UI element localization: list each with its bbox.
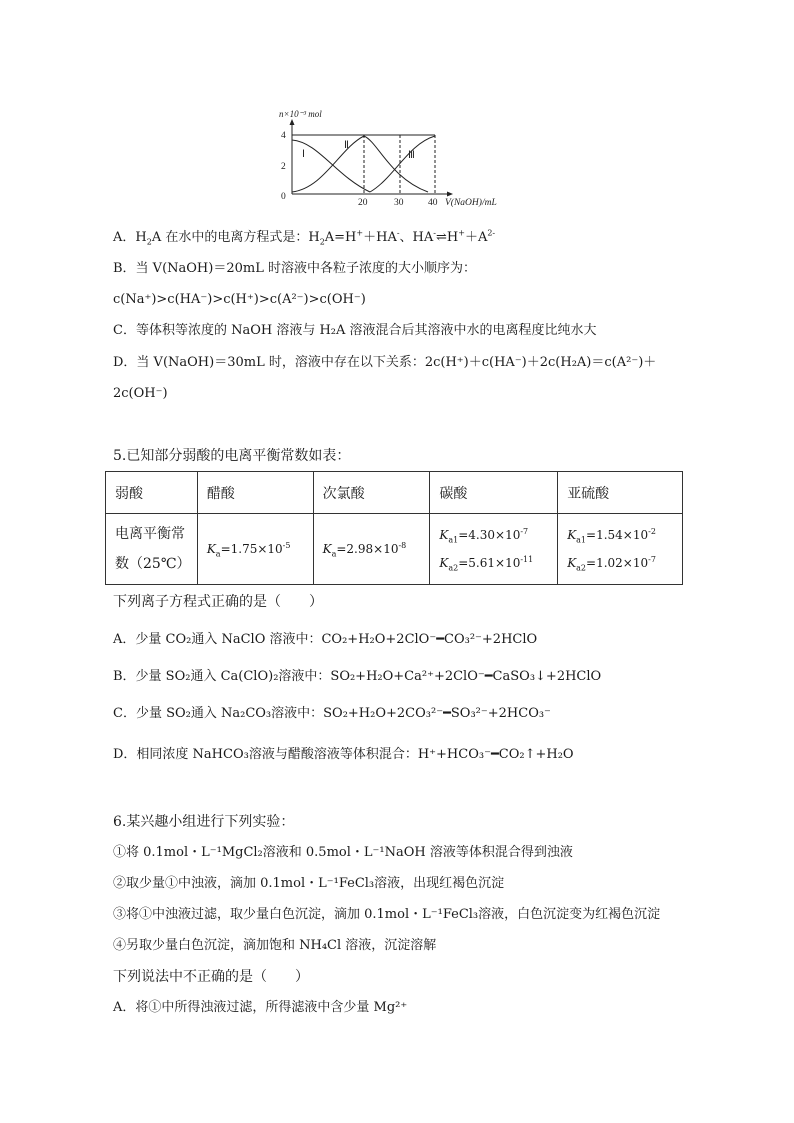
x-tick-30: 30 bbox=[394, 198, 404, 208]
y-axis-arrow bbox=[290, 119, 295, 125]
q4-option-c: C．等体积等浓度的 NaOH 溶液与 H₂A 溶液混合后其溶液中水的电离程度比纯水大 bbox=[113, 323, 597, 338]
q6-step-2: ②取少量①中浊液，滴加 0.1mol・L⁻¹FeCl₃溶液，出现红褐色沉淀 bbox=[113, 876, 505, 891]
row-label-cell bbox=[106, 514, 198, 585]
y-tick-0: 0 bbox=[281, 192, 286, 202]
q5-option-a: A．少量 CO₂通入 NaClO 溶液中：CO₂+H₂O+2ClO⁻━CO₃²⁻+2HClO bbox=[113, 632, 538, 647]
curve-1 bbox=[292, 140, 370, 192]
y-tick-4: 4 bbox=[281, 131, 286, 141]
acid-constant-table bbox=[105, 471, 683, 585]
header-sulfurous: 亚硫酸 bbox=[558, 472, 683, 514]
header-hypochlorous: 次氯酸 bbox=[313, 472, 430, 514]
q5-option-b: B．少量 SO₂通入 Ca(ClO)₂溶液中：SO₂+H₂O+Ca²⁺+2ClO⁻━CaSO₃↓+2HClO bbox=[113, 669, 602, 684]
row-label-line2: 数（25℃） bbox=[115, 556, 191, 572]
q5-question: 下列离子方程式正确的是（ ） bbox=[113, 594, 323, 610]
x-tick-40: 40 bbox=[428, 198, 438, 208]
carbonic-ka-cell: $K_{a1}=4.30\times 10^{-7}$ $K_{a2}=5.61\times 10^{-11}$ bbox=[430, 514, 558, 585]
row-label-line1: 电离平衡常 bbox=[115, 526, 185, 542]
table-row bbox=[106, 514, 683, 585]
curve-label-2: Ⅱ bbox=[344, 140, 349, 151]
q5-option-d: D．相同浓度 NaHCO₃溶液与醋酸溶液等体积混合：H⁺+HCO₃⁻━CO₂↑+H₂O bbox=[113, 747, 574, 762]
sulfurous-ka-cell: $K_{a1}=1.54\times 10^{-2}$ $K_{a2}=1.02\times 10^{-7}$ bbox=[558, 514, 683, 585]
table-header-row bbox=[106, 472, 683, 514]
hypochlorous-ka-cell: $K_a=2.98\times 10^{-8}$ bbox=[313, 514, 430, 585]
x-tick-20: 20 bbox=[358, 198, 368, 208]
q6-step-1: ①将 0.1mol・L⁻¹MgCl₂溶液和 0.5mol・L⁻¹NaOH 溶液等体积混合得到浊液 bbox=[113, 845, 573, 860]
y-tick-2: 2 bbox=[281, 162, 286, 172]
header-weak-acid: 弱酸 bbox=[106, 472, 198, 514]
q4-option-b-line2: c(Na⁺)>c(HA⁻)>c(H⁺)>c(A²⁻)>c(OH⁻) bbox=[113, 292, 366, 307]
header-carbonic: 碳酸 bbox=[430, 472, 558, 514]
q6-step-3: ③将①中浊液过滤，取少量白色沉淀，滴加 0.1mol・L⁻¹FeCl₃溶液，白色沉淀变为红褐色沉淀 bbox=[113, 907, 661, 922]
x-axis-arrow bbox=[447, 192, 453, 197]
q4-option-a: A．$H_2A$ 在水中的电离方程式是：$H_2A=H^++HA^-$、$HA^-\rightleftharpoons H^++A^{2-}$ bbox=[113, 228, 496, 247]
q6-step-4: ④另取少量白色沉淀，滴加饱和 NH₄Cl 溶液，沉淀溶解 bbox=[113, 938, 437, 953]
q4-option-b-line1: B．当 V(NaOH)＝20mL 时溶液中各粒子浓度的大小顺序为： bbox=[113, 261, 476, 276]
q6-option-a: A．将①中所得浊液过滤，所得滤液中含少量 Mg²⁺ bbox=[113, 1000, 408, 1015]
q6-question: 下列说法中不正确的是（ ） bbox=[113, 969, 309, 985]
curve-3 bbox=[370, 136, 435, 192]
acetic-ka-cell: $K_a=1.75\times 10^{-5}$ bbox=[197, 514, 313, 585]
q4-option-d-line1: D．当 V(NaOH)＝30mL 时，溶液中存在以下关系：2c(H⁺)＋c(HA⁻)＋2c(H₂A)＝c(A²⁻)＋ bbox=[113, 355, 657, 370]
curve-2 bbox=[292, 136, 428, 192]
q5-stem: 5.已知部分弱酸的电离平衡常数如表： bbox=[113, 448, 351, 464]
species-amount-graph bbox=[278, 106, 528, 212]
y-axis-title: n×10⁻³ mol bbox=[279, 109, 322, 119]
q5-option-c: C．少量 SO₂通入 Na₂CO₃溶液中：SO₂+H₂O+2CO₃²⁻━SO₃²⁻+2HCO₃⁻ bbox=[113, 706, 551, 721]
curve-label-1: Ⅰ bbox=[302, 149, 305, 160]
curve-label-3: Ⅲ bbox=[408, 150, 415, 161]
header-acetic: 醋酸 bbox=[197, 472, 313, 514]
q4-option-d-line2: 2c(OH⁻) bbox=[113, 386, 168, 401]
q6-stem: 6.某兴趣小组进行下列实验： bbox=[113, 814, 295, 830]
x-axis-title: V(NaOH)/mL bbox=[445, 198, 497, 208]
